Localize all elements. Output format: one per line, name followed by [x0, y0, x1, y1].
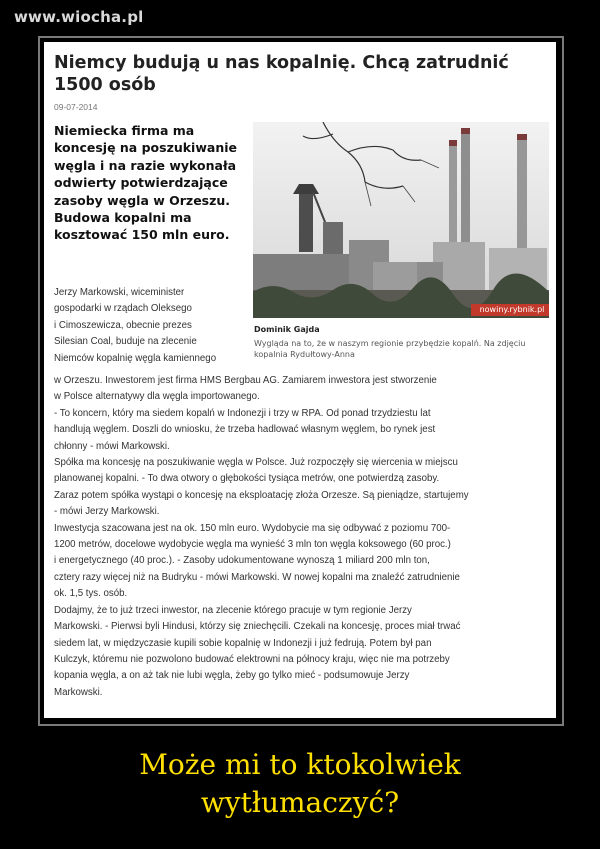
article-date: 09-07-2014: [54, 102, 98, 112]
body-line: Markowski.: [54, 686, 103, 698]
body-line: ok. 1,5 tys. osób.: [54, 588, 128, 600]
body-line: kopania węgla, a on aż tak nie lubi węgla, żeby go tylko mieć - podsumowuje Jerzy: [54, 670, 410, 682]
photo-author: Dominik Gajda: [254, 325, 320, 334]
body-line: Niemców kopalnię węgla kamiennego: [54, 352, 217, 364]
article-body: [54, 373, 550, 701]
body-line: chłonny - mówi Markowski.: [54, 440, 170, 452]
body-line: Spółka ma koncesję na poszukiwanie węgla w Polsce. Już rozpoczęły się wiercenia w miejscu: [54, 457, 458, 469]
body-line: i Cimoszewicza, obecnie prezes: [54, 319, 192, 331]
body-line: - To koncern, który ma siedem kopalń w Indonezji i trzy w RPA. Od ponad trzydziestu lat: [54, 407, 431, 419]
body-line: planowanej kopalni. - To dwa otwory o głębokości tysiąca metrów, one potwierdzą zasoby.: [54, 473, 440, 485]
body-line: Kulczyk, któremu nie pozwolono budować elektrowni na północy kraju, więc nie ma potrzeby: [54, 653, 450, 665]
body-line: w Polsce alternatywy dla węgla importowanego.: [54, 391, 260, 403]
body-line: Jerzy Markowski, wiceminister: [54, 287, 185, 298]
caption-line-2: wytłumaczyć?: [200, 786, 400, 819]
body-line: Zaraz potem spółka wystąpi o koncesję na eksploatację złoża Orzesze. Są pieniądze, startujemy: [54, 489, 469, 501]
body-line: Silesian Coal, buduje na zlecenie: [54, 336, 197, 348]
body-line: handlują węglem. Doszli do wniosku, że trzeba hadlować własnym węglem, bo rynek jest: [54, 424, 436, 436]
article-screenshot: [44, 42, 556, 718]
mine-photo: [253, 122, 549, 318]
body-line: Dodajmy, że to już trzeci inwestor, na zlecenie którego pracuje w tym regionie Jerzy: [54, 604, 412, 616]
photo-caption: Wygląda na to, że w naszym regionie przybędzie kopalń. Na zdjęciu kopalnia Rydułtowy-Anna: [254, 339, 526, 359]
body-line: cztery razy więcej niż na Budryku - mówi Markowski. W nowej kopalni ma znaleźć zatrudnienie: [54, 571, 460, 583]
body-line: i energetycznego (40 proc.). - Zasoby udokumentowane wynoszą 1 miliard 200 mln ton,: [54, 555, 430, 567]
demotivator-caption: [0, 746, 600, 822]
photo-credit: nowiny.rybnik.pl: [479, 305, 545, 314]
body-line: - mówi Jerzy Markowski.: [54, 506, 160, 518]
body-line: Markowski. - Pierwsi byli Hindusi, którzy się zniechęcili. Czekali na koncesję, proces miał trwać: [54, 621, 461, 633]
article-title: Niemcy budują u nas kopalnię. Chcą zatrudnić 1500 osób: [54, 53, 509, 95]
body-line: siedem lat, w międzyczasie kupili sobie kopalnię w Indonezji i już fedrują. Potem był pan: [54, 637, 432, 649]
body-line: w Orzeszu. Inwestorem jest firma HMS Bergbau AG. Zamiarem inwestora jest stworzenie: [54, 375, 437, 386]
article-lead: Niemiecka firma ma koncesję na poszukiwanie węgla i na razie wykonała odwierty potwierdzające zasoby węgla w Orzeszu. Budowa kopalni ma kosztować 150 mln euro.: [54, 123, 237, 243]
body-line: 1200 metrów, docelowe wydobycie węgla ma wynieść 3 mln ton węgla koksowego (60 proc.): [54, 539, 451, 551]
caption-line-1: Może mi to ktokolwiek: [139, 748, 461, 781]
body-line: gospodarki w rządach Oleksego: [54, 303, 192, 315]
site-watermark: www.wiocha.pl: [14, 8, 144, 26]
body-line: Inwestycja szacowana jest na ok. 150 mln euro. Wydobycie ma się odbywać z poziomu 700-: [54, 522, 451, 534]
article-body-side: [54, 285, 252, 367]
